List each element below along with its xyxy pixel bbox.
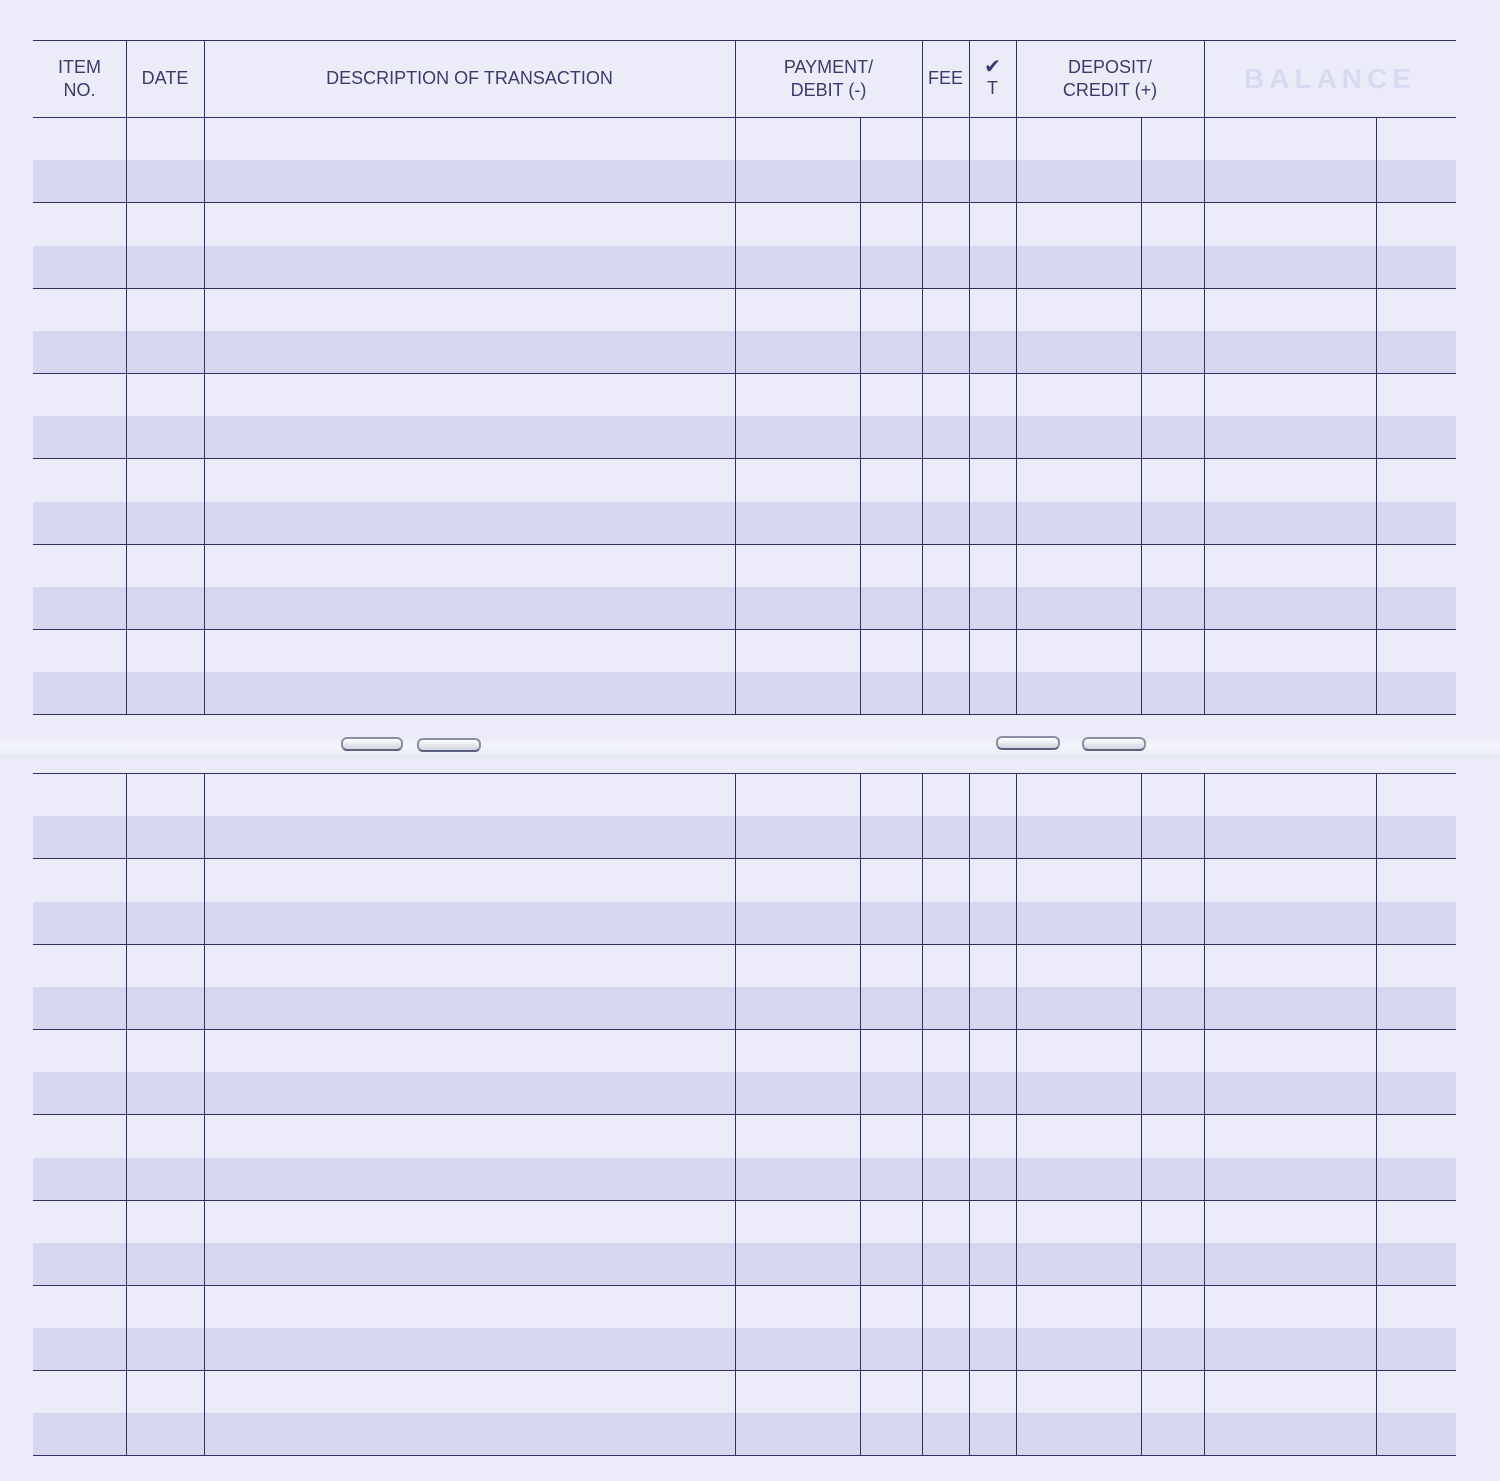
column-rule [1204,40,1205,714]
row-rule [33,288,1456,289]
row-shading-band [33,1158,1456,1200]
column-rule [1016,773,1017,1455]
header-description [204,40,735,117]
row-shading-band [33,331,1456,373]
cents-column-rule [1376,773,1377,1455]
row-shading-band [33,1243,1456,1285]
header-fee-label: FEE [927,68,963,88]
row-shading-band [33,1413,1456,1455]
header-bottom-rule [33,773,1456,774]
row-shading-band [33,902,1456,944]
header-deposit-credit [1016,40,1204,117]
column-rule [204,40,205,714]
column-rule [735,40,736,714]
staple-icon [341,737,403,751]
header-fee [922,40,969,117]
header-description-label: DESCRIPTION OF TRANSACTION [326,68,613,88]
row-shading-band [33,1328,1456,1370]
row-shading-band [33,987,1456,1029]
staple-icon [417,738,481,752]
column-rule [126,40,127,714]
header-item-no [33,40,126,117]
column-rule [969,773,970,1455]
header-item-no-line1: ITEM [58,56,101,77]
checkmark-icon: ✔ [984,56,1001,78]
cents-column-rule [860,117,861,714]
header-bottom-rule [33,117,1456,118]
row-rule [33,1114,1456,1115]
header-deposit-line2: CREDIT (+) [1062,79,1158,100]
header-balance-label: BALANCE [1244,63,1416,94]
column-rule [126,773,127,1455]
row-shading-band [33,816,1456,858]
column-rule [1204,773,1205,1455]
row-rule [33,714,1456,715]
row-rule [33,1200,1456,1201]
row-shading-band [33,672,1456,714]
header-check-line2: T [987,78,998,98]
register-top-section [33,40,1456,724]
header-check [969,40,1016,117]
header-balance [1204,40,1456,117]
cents-column-rule [860,773,861,1455]
row-shading-band [33,587,1456,629]
column-rule [735,773,736,1455]
column-rule [204,773,205,1455]
row-shading-band [33,246,1456,288]
row-rule [33,458,1456,459]
cents-column-rule [1141,117,1142,714]
column-rule [1016,40,1017,714]
row-rule [33,202,1456,203]
cents-column-rule [1376,117,1377,714]
row-shading-band [33,160,1456,202]
cents-column-rule [1141,773,1142,1455]
row-rule [33,1285,1456,1286]
row-rule [33,944,1456,945]
header-item-no-line2: NO. [63,79,96,100]
header-payment-line2: DEBIT (-) [790,79,867,100]
row-shading-band [33,1072,1456,1114]
row-shading-band [33,416,1456,458]
row-rule [33,373,1456,374]
header-top-rule [33,40,1456,41]
header-date-label: DATE [141,68,189,88]
row-rule [33,1370,1456,1371]
row-shading-band [33,502,1456,544]
column-rule [969,40,970,714]
row-rule [33,1029,1456,1030]
center-fold [0,738,1500,758]
header-date [126,40,204,117]
row-rule [33,544,1456,545]
column-rule [922,40,923,714]
column-rule [922,773,923,1455]
row-rule [33,858,1456,859]
row-rule [33,1455,1456,1456]
header-payment-debit [735,40,922,117]
staple-icon [996,736,1060,750]
header-deposit-line1: DEPOSIT/ [1067,56,1152,77]
row-rule [33,629,1456,630]
header-payment-line1: PAYMENT/ [783,56,874,77]
register-bottom-section [33,773,1456,1456]
staple-icon [1082,737,1146,751]
